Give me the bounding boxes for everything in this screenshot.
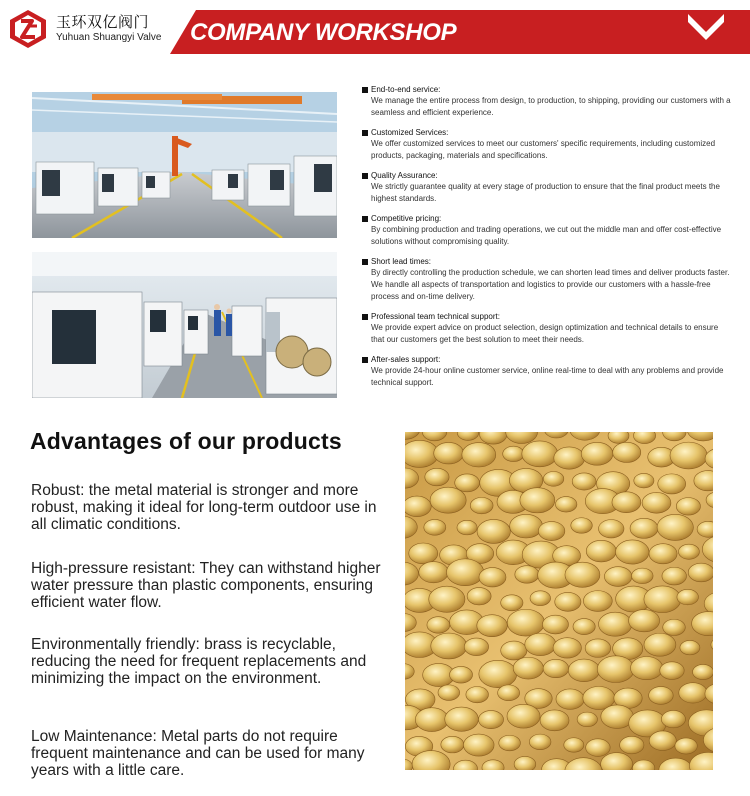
advantage-item-high-pressure: High-pressure resistant: They can withstand higher water pressure than plastic components, ensuring efficient water flow.	[31, 560, 381, 611]
workshop-photo-lathe-line	[32, 252, 337, 398]
service-description: We strictly guarantee quality at every stage of production to ensure that the final product meets the highest standards.	[371, 182, 720, 203]
service-item	[362, 311, 732, 346]
chevron-down-icon[interactable]	[682, 10, 730, 44]
service-title: Professional team technical support:	[371, 312, 500, 321]
advantage-item-eco-friendly: Environmentally friendly: brass is recyclable, reducing the need for frequent replacements and minimizing the impact on the environment.	[31, 636, 367, 687]
square-bullet-icon	[362, 259, 368, 265]
service-description: We provide expert advice on product selection, design optimization and technical details to ensure that our customers get the best solution to meet their needs.	[371, 323, 719, 344]
service-description: By combining production and trading operations, we cut out the middle man and offer cost-effective solutions without compromising quality.	[371, 225, 722, 246]
advantage-item-robust: Robust: the metal material is stronger and more robust, making it ideal for long-term outdoor use in all climatic conditions.	[31, 482, 377, 533]
service-title: After-sales support:	[371, 355, 441, 364]
service-description: We provide 24-hour online customer service, online real-time to deal with any problems and provide technical support.	[371, 366, 724, 387]
service-title: Quality Assurance:	[371, 171, 438, 180]
section-title: COMPANY WORKSHOP	[190, 19, 457, 46]
service-item	[362, 213, 732, 248]
service-title: Customized Services:	[371, 128, 449, 137]
service-description: By directly controlling the production schedule, we can shorten lead times and deliver products faster. We handle all aspects of transportation and logistics to provide our customers with a hassle-free process and on-time delivery.	[371, 268, 730, 301]
service-item	[362, 84, 732, 119]
service-title: Short lead times:	[371, 257, 432, 266]
service-title: End-to-end service:	[371, 85, 441, 94]
page-header	[0, 0, 750, 56]
advantage-item-low-maintenance: Low Maintenance: Metal parts do not require frequent maintenance and can be used for many years with a little care.	[31, 728, 365, 779]
service-item	[362, 127, 732, 162]
brass-rods-photo	[405, 432, 713, 770]
logo-english-name: Yuhuan Shuangyi Valve	[56, 32, 162, 43]
service-title: Competitive pricing:	[371, 214, 442, 223]
service-description: We manage the entire process from design, to production, to shipping, providing our customers with a seamless and efficient experience.	[371, 96, 731, 117]
service-item	[362, 354, 732, 389]
services-list	[362, 84, 732, 397]
advantages-heading: Advantages of our products	[30, 428, 342, 454]
company-logo[interactable]	[8, 6, 168, 52]
square-bullet-icon	[362, 357, 368, 363]
square-bullet-icon	[362, 130, 368, 136]
service-item	[362, 170, 732, 205]
square-bullet-icon	[362, 87, 368, 93]
square-bullet-icon	[362, 216, 368, 222]
service-item	[362, 256, 732, 303]
square-bullet-icon	[362, 314, 368, 320]
logo-mark-icon	[8, 9, 48, 49]
logo-chinese-name: 玉环双亿阀门	[56, 13, 150, 31]
service-description: We offer customized services to meet our customers' specific requirements, including customized products, packaging, materials and specifications.	[371, 139, 716, 160]
square-bullet-icon	[362, 173, 368, 179]
workshop-photo-cnc-line	[32, 92, 337, 238]
